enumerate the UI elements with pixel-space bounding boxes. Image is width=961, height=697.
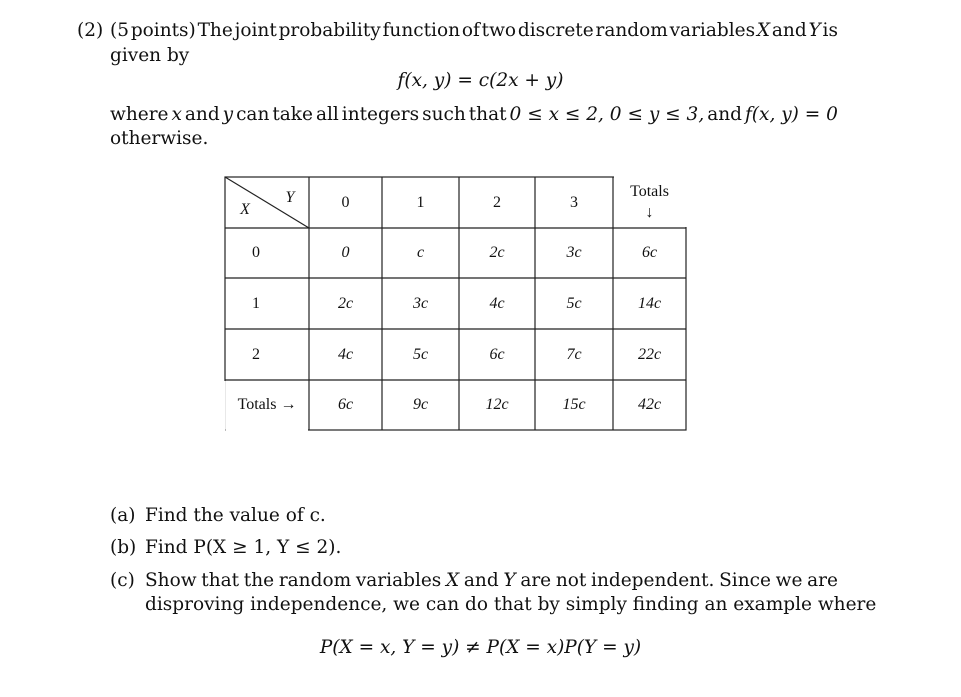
totals-row-cell-3: 15c	[562, 396, 586, 413]
row-label-1: 1	[252, 294, 260, 312]
problem-line-1-word: two	[481, 20, 517, 41]
problem-line-1-word: The	[197, 20, 233, 41]
problem-line-1-word: (5	[110, 20, 129, 41]
column-header-2: 2	[493, 193, 501, 211]
table-cell-x2-y3: 7c	[566, 345, 582, 363]
independence-inequality: P(X = x, Y = y) ≠ P(X = x)P(Y = y)	[319, 637, 642, 658]
domain-line-1-word: all	[315, 104, 339, 125]
table-cell-x1-y3: 5c	[566, 294, 582, 312]
table-cell-x1-y2: 4c	[489, 294, 505, 312]
totals-row-cell-1: 9c	[412, 396, 429, 413]
table-cell-x1-y0: 2c	[337, 294, 354, 312]
item-c-line-1-word: Show	[145, 570, 197, 591]
domain-line-1-word: f(x, y) = 0	[744, 104, 838, 125]
domain-line-1-word: where	[110, 104, 169, 125]
problem-line-1-word: is	[822, 20, 838, 41]
item-b-label: (b)	[110, 537, 137, 558]
item-c-line-1-word: and	[463, 570, 499, 591]
problem-statement-line-2: given by	[110, 45, 190, 66]
item-c-line-1-word: not	[555, 570, 587, 591]
problem-line-1-word: Y	[808, 20, 821, 41]
table-cell-x2-y2: 6c	[489, 345, 505, 363]
item-c-line-1-word: are	[807, 570, 838, 591]
domain-line-1-word: that	[468, 104, 507, 125]
item-c-line-1-word: independent.	[591, 570, 715, 591]
corner-col-variable: Y	[285, 189, 295, 206]
domain-line-1-word: take	[272, 104, 313, 125]
item-c-line-1-word: variables	[355, 570, 442, 591]
domain-line-1-word: integers	[341, 104, 420, 125]
item-c-line-1-word: Since	[719, 570, 771, 591]
item-c-line-1-word: the	[243, 570, 275, 591]
domain-line-1-word: and	[707, 104, 742, 125]
row-total-0: 6c	[641, 244, 658, 261]
totals-column-header: Totals	[630, 183, 669, 200]
row-label-2: 2	[252, 345, 260, 363]
item-c-line-1-word: we	[775, 570, 803, 591]
table-cell-x0-y0: 0	[341, 244, 350, 261]
problem-line-1-word: of	[461, 20, 480, 41]
column-header-0: 0	[341, 193, 350, 211]
problem-line-1-word: variables	[669, 20, 756, 41]
table-cell-x1-y1: 3c	[412, 294, 429, 312]
item-a-label: (a)	[110, 505, 136, 526]
problem-line-1-word: discrete	[517, 20, 594, 41]
totals-row-cell-0: 6c	[337, 396, 354, 413]
problem-number: (2)	[77, 20, 104, 41]
table-cell-x2-y1: 5c	[412, 345, 429, 363]
totals-row-label: Totals →	[237, 396, 297, 413]
domain-statement-line-2: otherwise.	[110, 128, 209, 149]
row-total-1: 14c	[637, 294, 662, 312]
item-c-label: (c)	[110, 570, 135, 591]
problem-line-1-word: function	[382, 20, 461, 41]
problem-line-1-word: random	[595, 20, 668, 41]
domain-line-1-word: can	[236, 104, 270, 125]
column-header-3: 3	[570, 193, 578, 211]
domain-line-1-word: y	[222, 104, 234, 125]
item-c-text-line-1	[145, 570, 838, 591]
problem-line-1-word: points)	[130, 20, 196, 41]
formula-text: f(x, y) = c(2x + y)	[397, 70, 564, 91]
totals-down-arrow: ↓	[645, 204, 654, 221]
column-header-1: 1	[416, 193, 425, 211]
item-c-line-1-word: random	[278, 570, 352, 591]
row-label-0: 0	[252, 244, 260, 261]
row-total-2: 22c	[637, 345, 662, 363]
table-cell-x0-y1: c	[416, 244, 425, 261]
domain-line-1-word: x	[171, 104, 182, 125]
table-cell-x2-y0: 4c	[337, 345, 354, 363]
item-a-text: Find the value of c.	[145, 505, 326, 526]
domain-line-1-word: and	[184, 104, 220, 125]
item-b-text: Find P(X ≥ 1, Y ≤ 2).	[145, 537, 342, 558]
item-c-line-1-word: are	[520, 570, 552, 591]
problem-line-1-word: joint	[234, 20, 277, 41]
problem-line-1-word: and	[771, 20, 807, 41]
table-cell-x0-y3: 3c	[566, 244, 582, 261]
item-c-line-1-word: Y	[503, 570, 516, 591]
item-c-line-1-word: that	[201, 570, 240, 591]
grand-total: 42c	[637, 396, 662, 413]
problem-line-1-word: probability	[278, 20, 381, 41]
domain-line-1-word: 0 ≤ x ≤ 2, 0 ≤ y ≤ 3,	[509, 104, 705, 125]
problem-line-1-word: X	[756, 20, 771, 41]
table-cell-x0-y2: 2c	[489, 244, 505, 261]
totals-row-cell-2: 12c	[485, 396, 509, 413]
item-c-text-line-2: disproving independence, we can do that by simply finding an example where	[145, 594, 877, 615]
item-c-line-1-word: X	[446, 570, 460, 591]
corner-row-variable: X	[240, 201, 250, 218]
domain-line-1-word: such	[422, 104, 466, 125]
